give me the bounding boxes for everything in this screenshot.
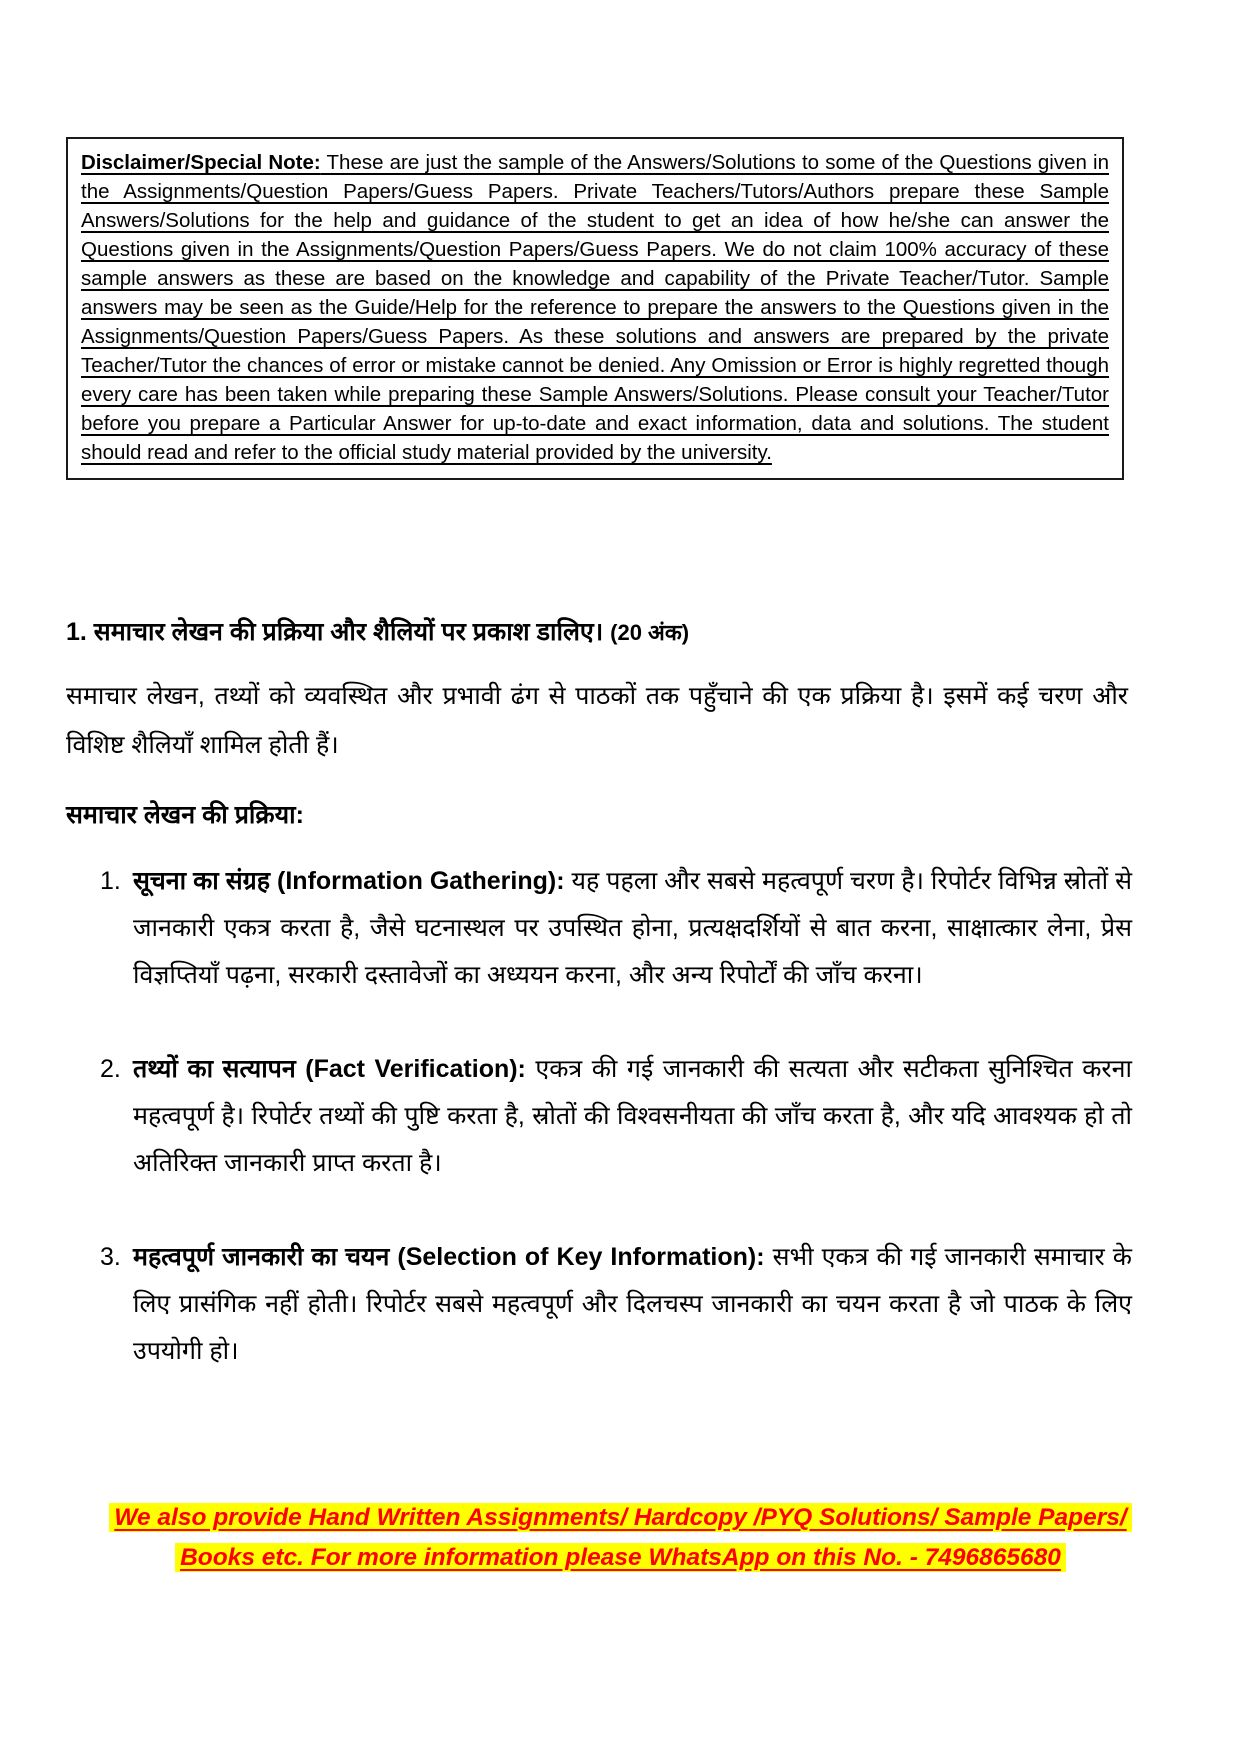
footer-row-1 (0, 1498, 1241, 1538)
disclaimer-text (81, 148, 1109, 467)
list-item-3-number: 3. (100, 1243, 121, 1271)
question-text: 1. समाचार लेखन की प्रक्रिया और शैलियों पर प्रकाश डालिए। (66, 618, 611, 646)
disclaimer-body: These are just the sample of the Answers/Solutions to some of the Questions given in the Assignments/Question Papers/Guess Papers. Private Teachers/Tutors/Authors prepare these Sample Answers/Solutions for the help and guidance of the student to get an idea of how he/she can answer the Questions given in the Assignments/Question Papers/Guess Papers. We do not claim 100% accuracy of these sample answers as these are based on the knowledge and capability of the Private Teacher/Tutor. Sample answers may be seen as the Guide/Help for the reference to prepare the answers to the Questions given in the Assignments/Question Papers/Guess Papers. As these solutions and answers are prepared by the private Teacher/Tutor the chances of error or mistake cannot be denied. Any Omission or Error is highly regretted though every care has been taken while preparing these Sample Answers/Solutions. Please consult your Teacher/Tutor before you prepare a Particular Answer for up-to-date and exact information, data and solutions. The student should read and refer to the official study material provided by the university. (81, 151, 1109, 464)
intro-paragraph: समाचार लेखन, तथ्यों को व्यवस्थित और प्रभावी ढंग से पाठकों तक पहुँचाने की एक प्रक्रिया है। इसमें कई चरण और विशिष्ट शैलियाँ शामिल होती हैं। (66, 682, 1128, 759)
disclaimer-box (66, 137, 1124, 480)
disclaimer-label: Disclaimer/Special Note: (81, 151, 321, 174)
footer-line2: Books etc. For more information please WhatsApp on this No. - 7496865680 (175, 1543, 1066, 1572)
footer-row-2 (0, 1538, 1241, 1578)
footer-note (0, 1498, 1241, 1578)
list-item-1-body: यह पहला और सबसे महत्वपूर्ण चरण है। रिपोर्टर विभिन्न स्रोतों से जानकारी एकत्र करता है, जैसे घटनास्थल पर उपस्थित होना, प्रत्यक्षदर्शियों से बात करना, साक्षात्कार लेना, प्रेस विज्ञप्तियाँ पढ़ना, सरकारी दस्तावेजों का अध्ययन करना, और अन्य रिपोर्टों की जाँच करना। (133, 867, 1133, 989)
list-item-2-title: तथ्यों का सत्यापन (Fact Verification): (133, 1055, 526, 1083)
question-marks: (20 अंक) (610, 620, 690, 645)
list-item-1-title: सूचना का संग्रह (Information Gathering): (133, 867, 565, 895)
list-item-3-title: महत्वपूर्ण जानकारी का चयन (Selection of Key Information): (133, 1243, 765, 1271)
list-item-1 (66, 858, 1132, 999)
footer-line1: We also provide Hand Written Assignments/ Hardcopy /PYQ Solutions/ Sample Papers/ (109, 1503, 1131, 1532)
list-item-2-body: एकत्र की गई जानकारी की सत्यता और सटीकता सुनिश्चित करना महत्वपूर्ण है। रिपोर्टर तथ्यों की पुष्टि करता है, स्रोतों की विश्वसनीयता की जाँच करता है, और यदि आवश्यक हो तो अतिरिक्त जानकारी प्राप्त करता है। (133, 1055, 1132, 1177)
question-heading (66, 615, 1124, 650)
list-item-3 (66, 1234, 1132, 1375)
process-list (66, 858, 1132, 1422)
list-item-2 (66, 1046, 1132, 1187)
list-item-1-number: 1. (100, 867, 121, 895)
list-item-2-number: 2. (100, 1055, 121, 1083)
list-item-3-body: सभी एकत्र की गई जानकारी समाचार के लिए प्रासंगिक नहीं होती। रिपोर्टर सबसे महत्वपूर्ण और दिलचस्प जानकारी का चयन करता है जो पाठक के लिए उपयोगी हो। (133, 1243, 1132, 1365)
section-heading: समाचार लेखन की प्रक्रिया: (66, 801, 304, 829)
